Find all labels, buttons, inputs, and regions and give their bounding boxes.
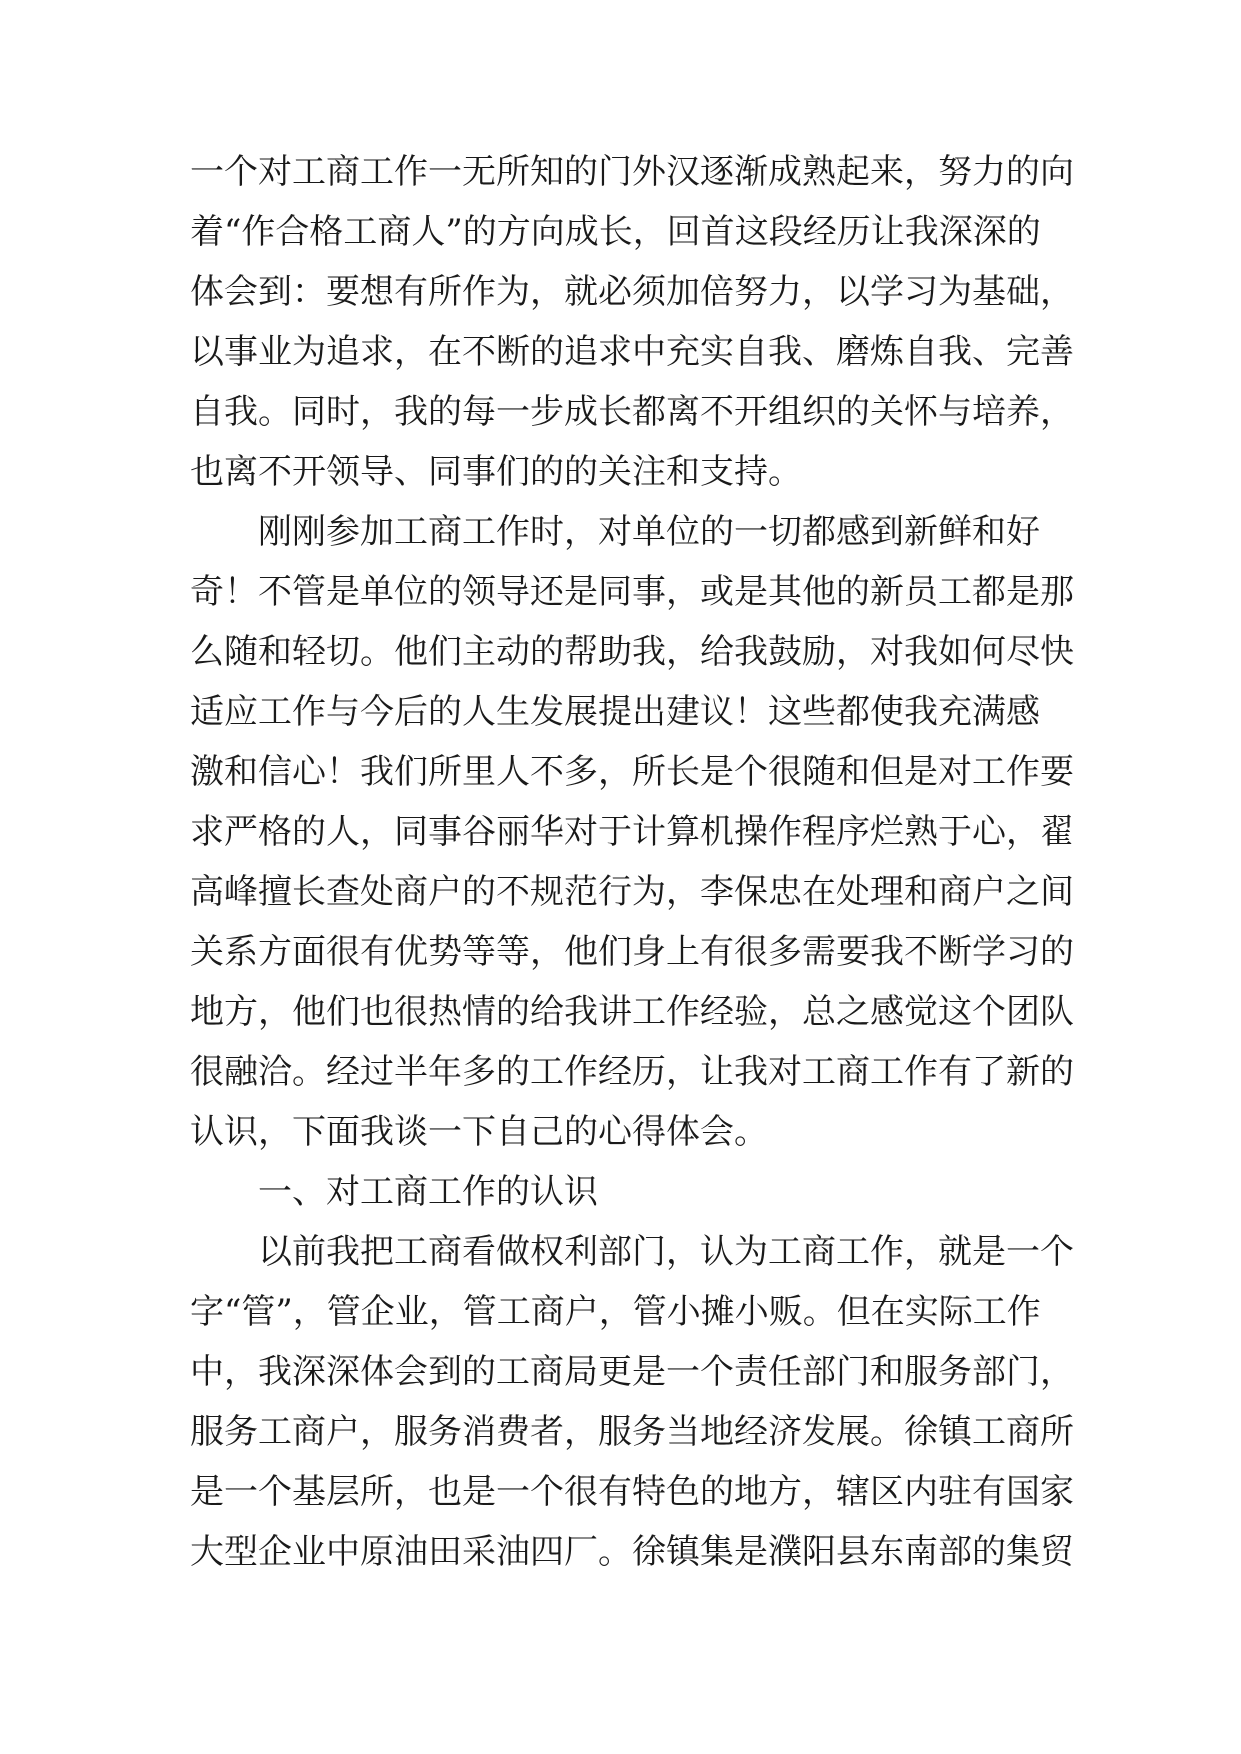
- text-line: 奇！不管是单位的领导还是同事，或是其他的新员工都是那: [190, 572, 1074, 612]
- paragraph-first-line: 刚刚参加工商工作时，对单位的一切都感到新鲜和好: [258, 512, 1040, 552]
- text-line: 一个对工商工作一无所知的门外汉逐渐成熟起来，努力的向: [190, 152, 1074, 192]
- text-line: 字“管”，管企业，管工商户，管小摊小贩。但在实际工作: [190, 1292, 1041, 1332]
- text-line: 高峰擅长查处商户的不规范行为，李保忠在处理和商户之间: [190, 872, 1074, 912]
- text-line: 地方，他们也很热情的给我讲工作经验，总之感觉这个团队: [190, 992, 1074, 1032]
- text-line: 大型企业中原油田采油四厂。徐镇集是濮阳县东南部的集贸: [190, 1532, 1074, 1572]
- paragraph-first-line: 以前我把工商看做权利部门，认为工商工作，就是一个: [258, 1232, 1074, 1272]
- text-line: 认识，下面我谈一下自己的心得体会。: [190, 1112, 768, 1152]
- text-line: 自我。同时，我的每一步成长都离不开组织的关怀与培养，: [190, 392, 1074, 432]
- text-line: 求严格的人，同事谷丽华对于计算机操作程序烂熟于心，翟: [190, 812, 1074, 852]
- text-line: 么随和轻切。他们主动的帮助我，给我鼓励，对我如何尽快: [190, 632, 1074, 672]
- text-line: 关系方面很有优势等等，他们身上有很多需要我不断学习的: [190, 932, 1074, 972]
- text-line: 体会到：要想有所作为，就必须加倍努力，以学习为基础，: [190, 272, 1074, 312]
- text-line: 很融洽。经过半年多的工作经历，让我对工商工作有了新的: [190, 1052, 1074, 1092]
- section-heading: 一、对工商工作的认识: [258, 1172, 598, 1212]
- text-line: 中，我深深体会到的工商局更是一个责任部门和服务部门，: [190, 1352, 1074, 1392]
- text-line: 激和信心！我们所里人不多，所长是个很随和但是对工作要: [190, 752, 1074, 792]
- text-line: 也离不开领导、同事们的的关注和支持。: [190, 452, 802, 492]
- text-line: 以事业为追求，在不断的追求中充实自我、磨炼自我、完善: [190, 332, 1074, 372]
- text-line: 是一个基层所，也是一个很有特色的地方，辖区内驻有国家: [190, 1472, 1074, 1512]
- text-line: 着“作合格工商人”的方向成长，回首这段经历让我深深的: [190, 212, 1041, 252]
- text-line: 服务工商户，服务消费者，服务当地经济发展。徐镇工商所: [190, 1412, 1074, 1452]
- text-line: 适应工作与今后的人生发展提出建议！这些都使我充满感: [190, 692, 1040, 732]
